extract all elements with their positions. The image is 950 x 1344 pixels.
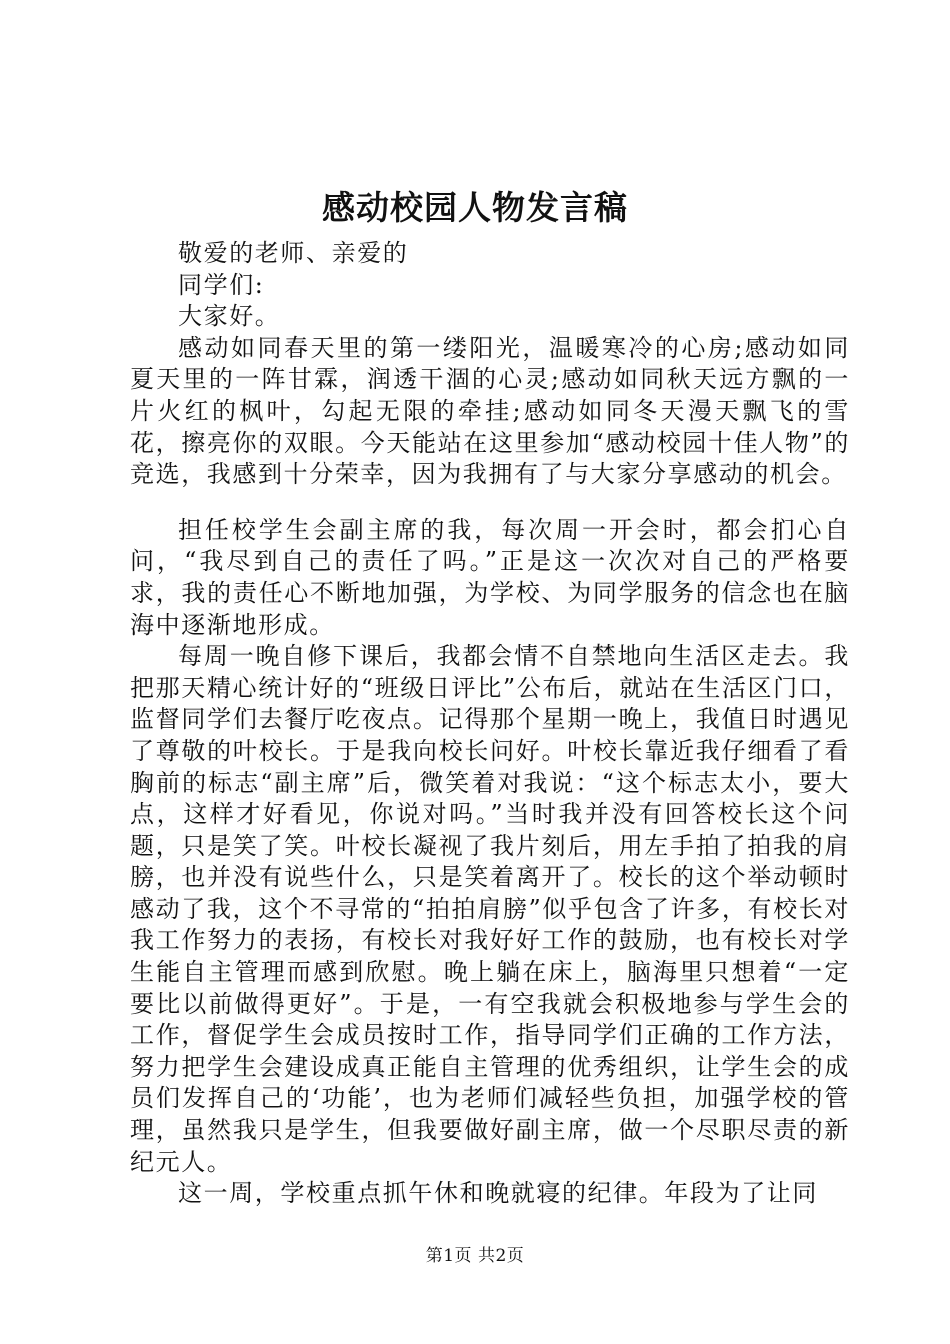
greeting-line: 大家好。 [178,302,281,331]
paragraph-story: 每周一晚自修下课后，我都会情不自禁地向生活区走去。我把那天精心统计好的“班级日评比”公布后，就站在生活区门口，监督同学们去餐厅吃夜点。记得那个星期一晚上，我值日时遇见了尊敬的叶校长。于是我向校长问好。叶校长靠近我仔细看了看胸前的标志“副主席”后，微笑着对我说：“这个标志太小，要大点，这样才好看见，你说对吗。”当时我并没有回答校长这个问题，只是笑了笑。叶校长凝视了我片刻后，用左手拍了拍我的肩膀，也并没有说些什么，只是笑着离开了。校长的这个举动顿时感动了我，这个不寻常的“拍拍肩膀”似乎包含了许多，有校长对我工作努力的表扬，有校长对我好好工作的鼓励，也有校长对学生能自主管理而感到欣慰。晚上躺在床上，脑海里只想着“一定要比以前做得更好”。于是，一有空我就会积极地参与学生会的工作，督促学生会成员按时工作，指导同学们正确的工作方法，努力把学生会建设成真正能自主管理的优秀组织，让学生会的成员们发挥自己的‘功能’，也为老师们减轻些负担，加强学校的管理，虽然我只是学生，但我要做好副主席，做一个尽职尽责的新纪元人。 [130,642,850,1176]
paragraph-responsibility: 担任校学生会副主席的我，每次周一开会时，都会扪心自问，“我尽到自己的责任了吗。”正是这一次次对自己的严格要求，我的责任心不断地加强，为学校、为同学服务的信念也在脑海中逐渐地形成。 [130,515,850,639]
salutation-line-1: 敬爱的老师、亲爱的 [178,239,409,267]
page-footer: 第1页 共2页 [425,1246,525,1266]
document-title: 感动校园人物发言稿 [322,188,628,227]
paragraph-intro: 感动如同春天里的第一缕阳光，温暖寒冷的心房;感动如同夏天里的一阵甘霖，润透干涸的心灵;感动如同秋天远方飘的一片火红的枫叶，勾起无限的牵挂;感动如同冬天漫天飘飞的雪花，擦亮你的双眼。今天能站在这里参加“感动校园十佳人物”的竞选，我感到十分荣幸，因为我拥有了与大家分享感动的机会。 [130,333,850,489]
salutation-line-2: 同学们: [178,270,265,299]
paragraph-week: 这一周，学校重点抓午休和晚就寝的纪律。年段为了让同 [178,1179,818,1208]
document-body [130,238,850,1210]
